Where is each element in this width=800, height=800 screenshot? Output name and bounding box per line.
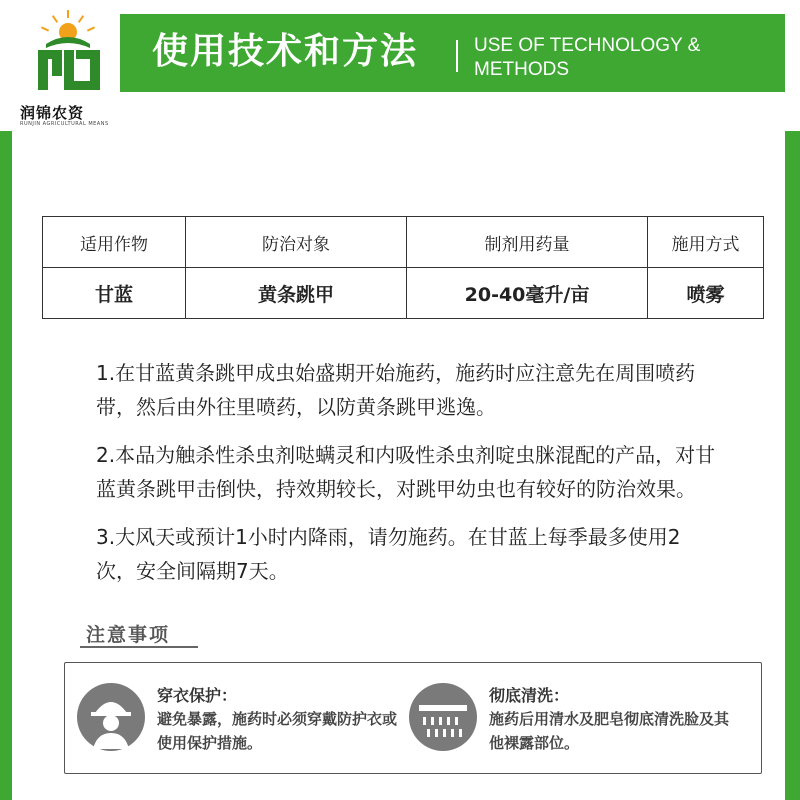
table-cell: 黄条跳甲 (186, 268, 407, 319)
table-cell: 甘蓝 (43, 268, 186, 319)
table-header-cell: 防治对象 (186, 217, 407, 268)
logo-sun-icon (18, 8, 118, 103)
brand-subtitle: RUNJIN AGRICULTURAL MEANS (20, 121, 109, 127)
notice-body: 施药后用清水及肥皂彻底清洗脸及其他裸露部位。 (489, 710, 730, 752)
usage-table (42, 216, 764, 319)
instruction-paragraph: 2.本品为触杀性杀虫剂哒螨灵和内吸性杀虫剂啶虫脒混配的产品，对甘蓝黄条跳甲击倒快，持效期较长，对跳甲幼虫也有较好的防治效果。 (96, 443, 716, 501)
protective-clothing-icon (77, 683, 145, 751)
brand-logo (18, 8, 118, 128)
table-row (43, 268, 764, 319)
notice-heading: 彻底清洗： (489, 686, 570, 705)
table-header-cell: 施用方式 (648, 217, 764, 268)
subtitle-line-1: USE OF TECHNOLOGY & (474, 35, 701, 56)
table-header-row (43, 217, 764, 268)
notice-body: 避免暴露，施药时必须穿戴防护衣或使用保护措施。 (157, 710, 398, 752)
page-title: 使用技术和方法 (152, 31, 419, 72)
table-cell: 20-40毫升/亩 (407, 268, 648, 319)
brand-name: 润锦农资 (20, 104, 85, 122)
page-subtitle (474, 34, 774, 82)
table-cell: 喷雾 (648, 268, 764, 319)
title-band (120, 14, 785, 92)
washing-icon (409, 683, 477, 751)
instruction-paragraph: 3.大风天或预计1小时内降雨，请勿施药。在甘蓝上每季最多使用2次，安全间隔期7天。 (96, 525, 681, 583)
left-green-border (0, 92, 12, 800)
notice-underline (80, 646, 198, 648)
notice-heading: 穿衣保护： (157, 686, 238, 705)
table-header-cell: 适用作物 (43, 217, 186, 268)
table-header-cell: 制剂用药量 (407, 217, 648, 268)
instruction-paragraph: 1.在甘蓝黄条跳甲成虫始盛期开始施药，施药时应注意先在周围喷药带，然后由外往里喷药，以防黄条跳甲逃逸。 (96, 361, 696, 419)
subtitle-line-2: METHODS (474, 59, 569, 80)
instructions (96, 356, 716, 602)
notice-box (64, 662, 762, 774)
page-header (0, 0, 800, 131)
title-divider (456, 40, 458, 72)
notice-title: 注意事项 (86, 624, 171, 646)
